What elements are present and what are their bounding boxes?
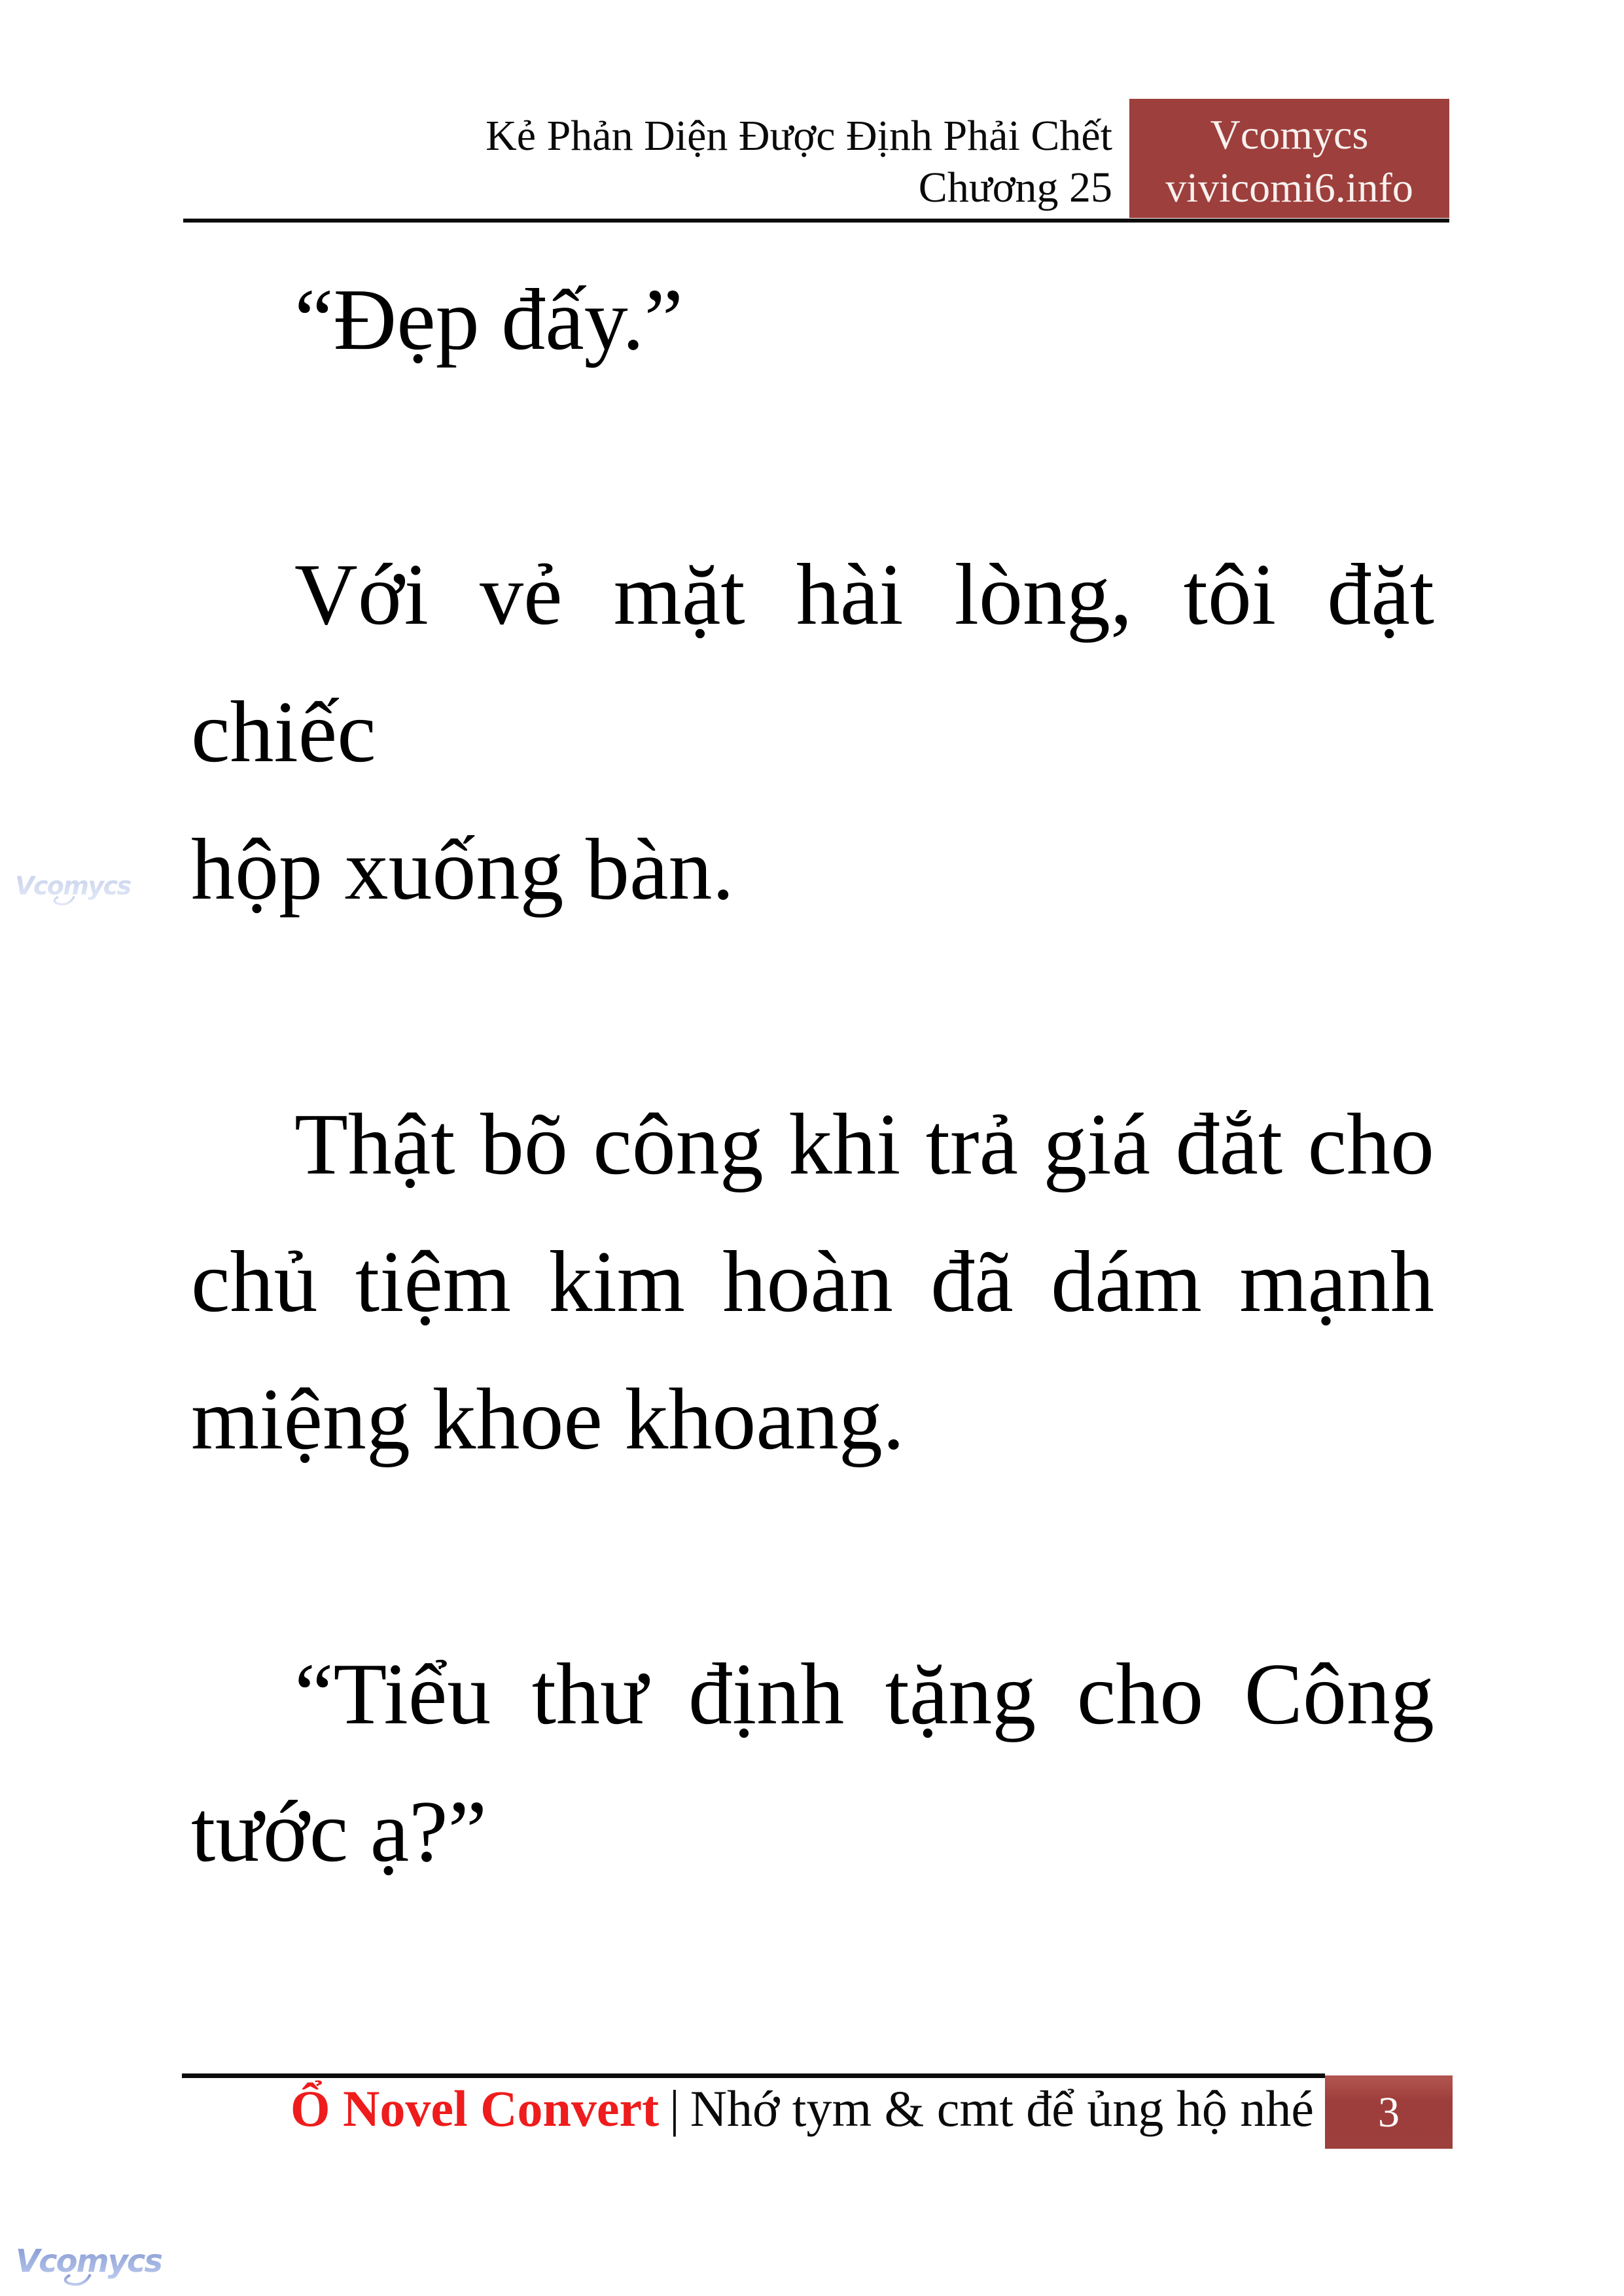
watermark-flourish <box>54 896 74 904</box>
paragraph <box>191 526 1434 938</box>
vcomycs-watermark-logo <box>13 865 137 906</box>
body-line: tước ạ?” <box>191 1783 487 1880</box>
body-line: hộp xuống bàn. <box>191 821 734 918</box>
vcomycs-watermark-logo <box>13 2235 170 2287</box>
footer-brand: Ổ Novel Convert <box>290 2080 660 2137</box>
body-line: “Đẹp đấy.” <box>294 271 683 368</box>
header-chapter: Chương 25 <box>918 164 1112 211</box>
body-line: miệng khoe khoang. <box>191 1371 905 1467</box>
footer-divider <box>182 2073 1325 2078</box>
body-line: Thật bõ công khi trả giá đắt cho <box>294 1096 1434 1193</box>
paragraph <box>191 1625 1434 1900</box>
brand-site: vivicomi6.info <box>1165 164 1413 211</box>
page-footer <box>291 2079 1314 2139</box>
page-header <box>485 110 1112 213</box>
header-divider <box>183 219 1449 223</box>
page-number-box <box>1325 2075 1453 2149</box>
brand-box <box>1129 99 1449 218</box>
body-line: Với vẻ mặt hài lòng, tôi đặt chiếc <box>191 546 1434 780</box>
body-line: chủ tiệm kim hoàn đã dám mạnh <box>191 1233 1434 1330</box>
paragraph <box>191 251 1434 388</box>
watermark-text: Vcomycs <box>16 2243 162 2280</box>
footer-separator: | <box>669 2080 680 2137</box>
header-title: Kẻ Phản Diện Được Định Phải Chết <box>485 112 1112 160</box>
paragraph <box>191 1075 1434 1488</box>
footer-note: Nhớ tym & cmt để ủng hộ nhé <box>690 2080 1314 2137</box>
watermark-text: Vcomycs <box>15 871 131 901</box>
watermark-flourish <box>65 2274 90 2284</box>
body-text <box>191 251 1434 2037</box>
page-number: 3 <box>1378 2089 1400 2136</box>
body-line: “Tiểu thư định tặng cho Công <box>294 1645 1434 1742</box>
brand-name: Vcomycs <box>1210 111 1369 158</box>
